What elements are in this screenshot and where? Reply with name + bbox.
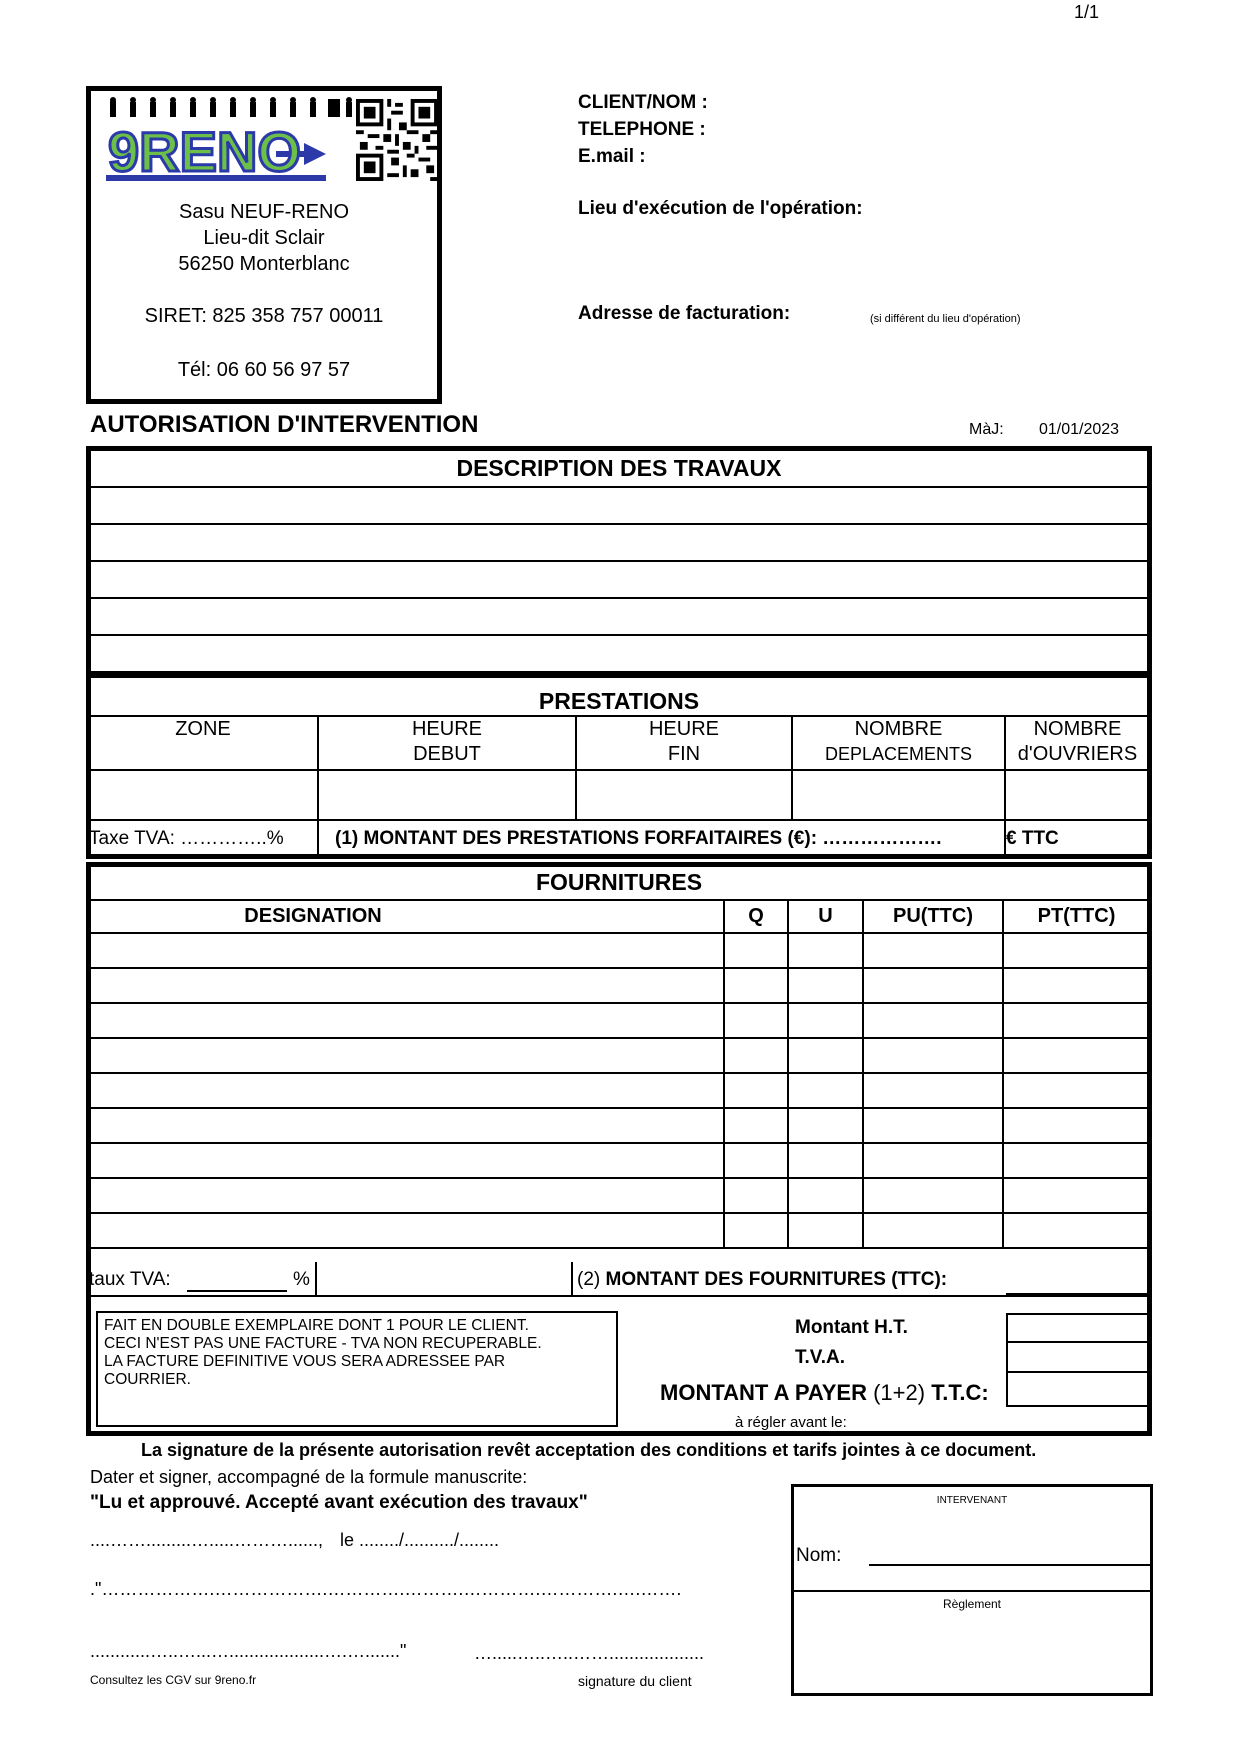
- client-phone-label: TELEPHONE :: [578, 119, 706, 140]
- fournitures-tax-percent: %: [293, 1269, 310, 1290]
- place-field[interactable]: ....…….........….....………......,: [90, 1530, 324, 1550]
- client-email-label: E.mail :: [578, 146, 646, 167]
- reglement-label: Règlement: [942, 1597, 1002, 1611]
- u-cell[interactable]: [788, 1073, 863, 1108]
- u-cell[interactable]: [788, 933, 863, 968]
- table-row: [89, 1073, 1149, 1108]
- billing-label: Adresse de facturation:: [578, 303, 791, 324]
- company-street: Lieu-dit Sclair: [203, 227, 325, 249]
- pt-cell[interactable]: [1003, 1003, 1149, 1038]
- designation-cell[interactable]: [89, 933, 724, 968]
- total-ht-field[interactable]: [1006, 1313, 1149, 1343]
- col-pt: PT(TTC): [1003, 900, 1149, 933]
- remarks-box: FAIT EN DOUBLE EXEMPLAIRE DONT 1 POUR LE CLIENT. CECI N'EST PAS UNE FACTURE - TVA NON RECUPERABLE. LA FACTURE DEFINITIVE VOUS SERA ADRESSEE PAR COURRIER.: [96, 1311, 618, 1427]
- u-cell[interactable]: [788, 1003, 863, 1038]
- u-cell[interactable]: [788, 1213, 863, 1248]
- date-field[interactable]: le ......../........../........: [340, 1530, 500, 1550]
- total-ttc-label: MONTANT A PAYER (1+2) T.T.C:: [660, 1380, 989, 1405]
- maj-label: MàJ:: [969, 421, 1004, 438]
- maj-date: 01/01/2023: [1039, 421, 1120, 438]
- pt-cell[interactable]: [1003, 1038, 1149, 1073]
- intervenant-title: INTERVENANT: [936, 1495, 1008, 1506]
- zone-cell[interactable]: [89, 770, 318, 820]
- 9reno-logo: [106, 121, 366, 187]
- description-line[interactable]: [91, 599, 1147, 636]
- prestations-title: PRESTATIONS: [89, 676, 1149, 716]
- u-cell[interactable]: [788, 1038, 863, 1073]
- cgv-note: Consultez les CGV sur 9reno.fr: [90, 1673, 257, 1687]
- page-number: 1/1: [1073, 2, 1099, 22]
- col-pu: PU(TTC): [863, 900, 1003, 933]
- prestations-section: [86, 673, 1152, 859]
- pu-cell[interactable]: [863, 1178, 1003, 1213]
- logo-text: 9RENO: [108, 121, 301, 183]
- col-designation: DESIGNATION: [89, 900, 724, 933]
- total-ttc-field[interactable]: [1006, 1371, 1149, 1407]
- worker-pictograms-icon: [106, 97, 361, 119]
- description-title: DESCRIPTION DES TRAVAUX: [91, 451, 1147, 488]
- designation-cell[interactable]: [89, 1073, 724, 1108]
- q-cell[interactable]: [724, 1213, 788, 1248]
- pu-cell[interactable]: [863, 968, 1003, 1003]
- deplacements-cell[interactable]: [792, 770, 1005, 820]
- pu-cell[interactable]: [863, 1213, 1003, 1248]
- designation-cell[interactable]: [89, 1003, 724, 1038]
- designation-cell[interactable]: [89, 968, 724, 1003]
- pu-cell[interactable]: [863, 933, 1003, 968]
- q-cell[interactable]: [724, 1178, 788, 1213]
- due-date-label: à régler avant le:: [735, 1414, 847, 1431]
- pt-cell[interactable]: [1003, 1178, 1149, 1213]
- fournitures-total-row: [89, 1262, 1149, 1297]
- formula-line-2[interactable]: ............…..…...…...................….….......": [90, 1641, 407, 1661]
- total-tva-field[interactable]: [1006, 1341, 1149, 1373]
- table-row: [89, 1038, 1149, 1073]
- pt-cell[interactable]: [1003, 1143, 1149, 1178]
- col-q: Q: [724, 900, 788, 933]
- table-row: [89, 1178, 1149, 1213]
- col-deplacements: NOMBRE DEPLACEMENTS: [792, 716, 1005, 770]
- description-line[interactable]: [91, 636, 1147, 671]
- signature-formula: "Lu et approuvé. Accepté avant exécution des travaux": [90, 1492, 588, 1513]
- description-line[interactable]: [91, 525, 1147, 562]
- pu-cell[interactable]: [863, 1003, 1003, 1038]
- client-signature-field[interactable]: ….....…..…..……...................: [474, 1643, 705, 1663]
- company-city: 56250 Monterblanc: [178, 253, 350, 275]
- q-cell[interactable]: [724, 1038, 788, 1073]
- total-ht-label: Montant H.T.: [795, 1317, 908, 1338]
- col-heure-fin: HEURE FIN: [576, 716, 792, 770]
- q-cell[interactable]: [724, 1003, 788, 1038]
- location-label: Lieu d'exécution de l'opération:: [578, 198, 863, 219]
- intervenant-name-label: Nom:: [796, 1545, 842, 1566]
- table-row: [89, 1143, 1149, 1178]
- prestations-tax[interactable]: Taxe TVA: …………..%: [89, 820, 318, 856]
- ouvriers-cell[interactable]: [1005, 770, 1149, 820]
- u-cell[interactable]: [788, 1108, 863, 1143]
- signature-instructions: Dater et signer, accompagné de la formule manuscrite:: [90, 1467, 528, 1487]
- total-tva-label: T.V.A.: [795, 1347, 845, 1368]
- company-siret: SIRET: 825 358 757 00011: [144, 305, 384, 327]
- designation-cell[interactable]: [89, 1038, 724, 1073]
- q-cell[interactable]: [724, 1108, 788, 1143]
- prestations-amount-unit: € TTC: [1005, 820, 1149, 856]
- pt-cell[interactable]: [1003, 1108, 1149, 1143]
- fournitures-title: FOURNITURES: [89, 865, 1149, 900]
- pt-cell[interactable]: [1003, 1073, 1149, 1108]
- col-heure-debut: HEURE DEBUT: [318, 716, 576, 770]
- pu-cell[interactable]: [863, 1038, 1003, 1073]
- intervenant-box: [791, 1484, 1153, 1696]
- table-row: [89, 1003, 1149, 1038]
- q-cell[interactable]: [724, 1073, 788, 1108]
- pt-cell[interactable]: [1003, 933, 1149, 968]
- tax-rate-field[interactable]: [187, 1290, 287, 1292]
- col-u: U: [788, 900, 863, 933]
- company-box: [86, 86, 442, 404]
- q-cell[interactable]: [724, 1143, 788, 1178]
- designation-cell[interactable]: [89, 1108, 724, 1143]
- designation-cell[interactable]: [89, 1143, 724, 1178]
- designation-cell[interactable]: [89, 1213, 724, 1248]
- heure-debut-cell[interactable]: [318, 770, 576, 820]
- fournitures-amount-field[interactable]: [1006, 1293, 1149, 1295]
- client-signature-label: signature du client: [578, 1673, 692, 1689]
- table-row: [89, 968, 1149, 1003]
- company-name: Sasu NEUF-RENO: [178, 201, 350, 223]
- u-cell[interactable]: [788, 968, 863, 1003]
- table-row: [89, 1213, 1149, 1248]
- fournitures-section: [86, 862, 1152, 1436]
- description-line[interactable]: [91, 488, 1147, 525]
- u-cell[interactable]: [788, 1178, 863, 1213]
- u-cell[interactable]: [788, 1143, 863, 1178]
- pu-cell[interactable]: [863, 1073, 1003, 1108]
- col-ouvriers: NOMBRE d'OUVRIERS: [1005, 716, 1149, 770]
- company-phone: Tél: 06 60 56 97 57: [177, 359, 351, 381]
- document-title: AUTORISATION D'INTERVENTION: [90, 411, 479, 438]
- pu-cell[interactable]: [863, 1108, 1003, 1143]
- q-cell[interactable]: [724, 968, 788, 1003]
- pt-cell[interactable]: [1003, 1213, 1149, 1248]
- fournitures-tax-label: taux TVA:: [89, 1269, 171, 1290]
- table-row: [89, 933, 1149, 968]
- pt-cell[interactable]: [1003, 968, 1149, 1003]
- heure-fin-cell[interactable]: [576, 770, 792, 820]
- acceptance-text: La signature de la présente autorisation revêt acceptation des conditions et tarifs jointes à ce document.: [141, 1440, 1037, 1460]
- q-cell[interactable]: [724, 933, 788, 968]
- table-row: [89, 1108, 1149, 1143]
- qr-code-icon: [356, 99, 438, 181]
- intervenant-name-field[interactable]: [869, 1564, 1153, 1566]
- description-section: [86, 446, 1152, 676]
- pu-cell[interactable]: [863, 1143, 1003, 1178]
- description-line[interactable]: [91, 562, 1147, 599]
- fournitures-amount: (2) MONTANT DES FOURNITURES (TTC):: [577, 1269, 948, 1290]
- prestations-amount[interactable]: (1) MONTANT DES PRESTATIONS FORFAITAIRES (€): ……………….: [318, 820, 1005, 856]
- designation-cell[interactable]: [89, 1178, 724, 1213]
- billing-note: (si différent du lieu d'opération): [870, 313, 1021, 325]
- client-name-label: CLIENT/NOM :: [578, 92, 708, 113]
- col-zone: ZONE: [89, 716, 318, 770]
- formula-line-1[interactable]: ."……………….……………….………….……….………….………….….…….: [90, 1579, 682, 1599]
